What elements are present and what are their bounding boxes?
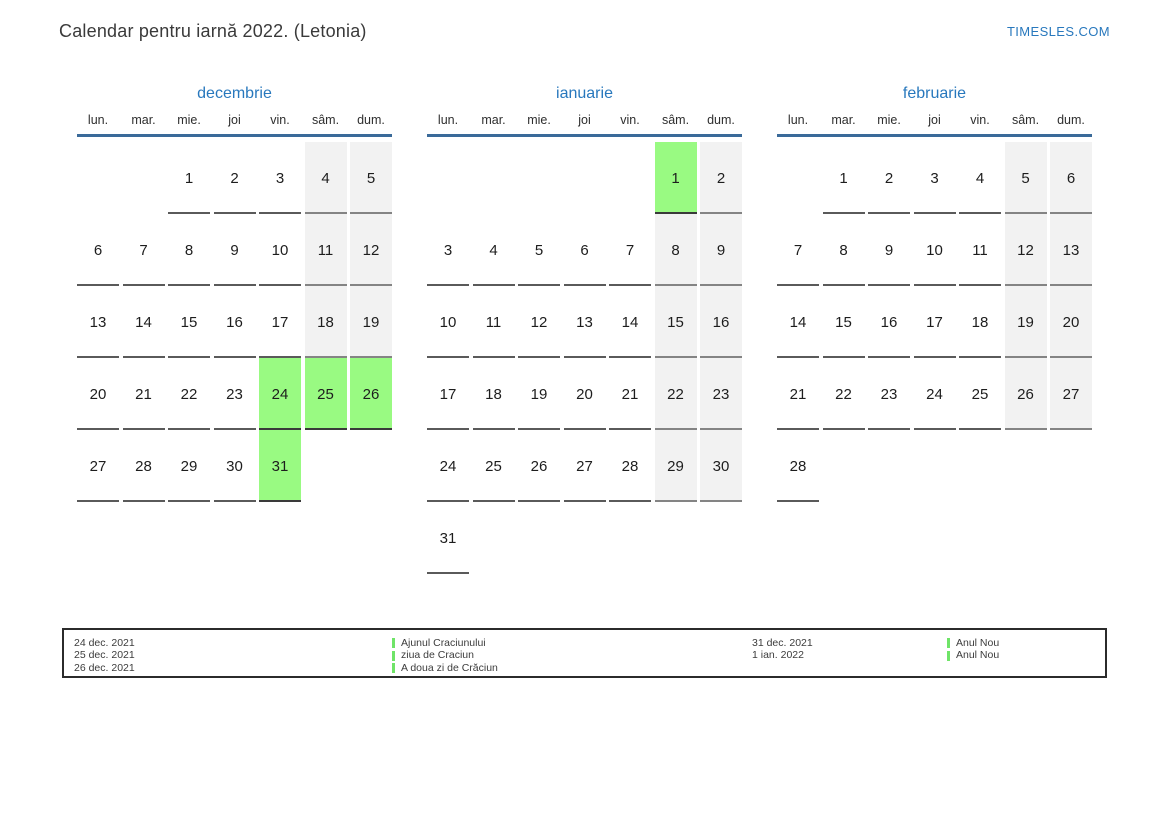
brand-link[interactable]: TIMESLES.COM: [1006, 24, 1110, 39]
day-cell: 16: [700, 286, 742, 358]
weekday-label: dum.: [707, 113, 735, 127]
day-cell: 15: [168, 286, 210, 358]
day-cell: 6: [1050, 142, 1092, 214]
day-cell-empty: [123, 142, 165, 214]
day-cell: 3: [914, 142, 956, 214]
day-cell: 22: [168, 358, 210, 430]
weekday-label: vin.: [270, 113, 290, 127]
day-cell: 12: [350, 214, 392, 286]
weekday-label: mar.: [831, 113, 856, 127]
legend-entry: [947, 649, 999, 661]
weekday-label: vin.: [970, 113, 990, 127]
day-cell-empty: [1005, 430, 1047, 502]
weekday-label: mar.: [131, 113, 156, 127]
day-cell: 12: [518, 286, 560, 358]
day-cell: 4: [959, 142, 1001, 214]
day-cell: 5: [1005, 142, 1047, 214]
month-title: ianuarie: [556, 85, 613, 102]
day-cell: 10: [914, 214, 956, 286]
day-cell-empty: [868, 430, 910, 502]
legend-date: 24 dec. 2021: [74, 637, 135, 649]
day-cell: 24: [259, 358, 301, 430]
day-cell: 11: [959, 214, 1001, 286]
legend-entry-name: Anul Nou: [956, 649, 1000, 662]
day-cell: 11: [305, 214, 347, 286]
day-cell-empty: [473, 502, 515, 574]
day-cell: 25: [959, 358, 1001, 430]
day-cell: 13: [1050, 214, 1092, 286]
day-cell: 10: [259, 214, 301, 286]
day-cell: 6: [77, 214, 119, 286]
legend-entry: [392, 637, 498, 649]
legend-date: 1 ian. 2022: [752, 649, 804, 662]
day-cell: 26: [518, 430, 560, 502]
calendar-grid: [777, 142, 1092, 502]
day-cell: 28: [123, 430, 165, 502]
holiday-marker-icon: [947, 638, 950, 648]
weekday-label: mie.: [877, 113, 901, 127]
day-cell: 24: [427, 430, 469, 502]
day-cell-empty: [77, 142, 119, 214]
weekday-label: joi: [928, 113, 941, 127]
day-cell: 26: [1005, 358, 1047, 430]
legend-names-column: [947, 637, 999, 662]
holiday-marker-icon: [392, 663, 395, 673]
day-cell: 27: [77, 430, 119, 502]
day-cell-empty: [518, 142, 560, 214]
day-cell: 7: [777, 214, 819, 286]
weekday-label: mie.: [177, 113, 201, 127]
legend-dates-column: [74, 637, 135, 674]
day-cell: 30: [214, 430, 256, 502]
day-cell: 16: [868, 286, 910, 358]
legend-names-column: [392, 637, 498, 674]
weekday-label: vin.: [620, 113, 640, 127]
day-cell-empty: [473, 142, 515, 214]
day-cell-empty: [427, 142, 469, 214]
legend-entry-name: Anul Nou: [956, 637, 1000, 649]
legend-dates-column: [752, 637, 813, 662]
day-cell-empty: [777, 142, 819, 214]
day-cell-empty: [609, 502, 651, 574]
day-cell: 12: [1005, 214, 1047, 286]
day-cell: 17: [427, 358, 469, 430]
day-cell: 18: [959, 286, 1001, 358]
day-cell-empty: [564, 502, 606, 574]
day-cell: 23: [700, 358, 742, 430]
day-cell: 2: [700, 142, 742, 214]
weekday-header-row: [427, 113, 742, 137]
day-cell: 1: [655, 142, 697, 214]
holiday-marker-icon: [392, 638, 395, 648]
day-cell: 20: [1050, 286, 1092, 358]
calendars: [77, 82, 1092, 574]
day-cell: 17: [914, 286, 956, 358]
legend-date: 26 dec. 2021: [74, 661, 135, 674]
day-cell-empty: [518, 502, 560, 574]
day-cell: 13: [77, 286, 119, 358]
day-cell: 6: [564, 214, 606, 286]
day-cell: 9: [214, 214, 256, 286]
day-cell: 14: [777, 286, 819, 358]
calendar-decembrie: [77, 82, 392, 574]
weekday-label: mar.: [481, 113, 506, 127]
day-cell: 1: [823, 142, 865, 214]
calendar-grid: [77, 142, 392, 502]
day-cell: 9: [868, 214, 910, 286]
day-cell: 10: [427, 286, 469, 358]
day-cell: 8: [168, 214, 210, 286]
day-cell: 7: [609, 214, 651, 286]
day-cell: 30: [700, 430, 742, 502]
calendar-grid: [427, 142, 742, 574]
holiday-marker-icon: [947, 651, 950, 661]
day-cell: 29: [655, 430, 697, 502]
weekday-header-row: [777, 113, 1092, 137]
legend-box: [62, 628, 1107, 678]
legend-entry: [392, 649, 498, 661]
day-cell: 21: [609, 358, 651, 430]
legend-date: 25 dec. 2021: [74, 649, 135, 662]
day-cell-empty: [1050, 430, 1092, 502]
day-cell: 28: [609, 430, 651, 502]
day-cell: 14: [609, 286, 651, 358]
day-cell: 21: [123, 358, 165, 430]
month-title: decembrie: [197, 85, 272, 102]
day-cell: 31: [259, 430, 301, 502]
day-cell: 11: [473, 286, 515, 358]
day-cell-empty: [700, 502, 742, 574]
day-cell: 29: [168, 430, 210, 502]
weekday-label: lun.: [437, 113, 459, 127]
weekday-label: lun.: [87, 113, 109, 127]
day-cell: 7: [123, 214, 165, 286]
day-cell-empty: [655, 502, 697, 574]
day-cell: 18: [305, 286, 347, 358]
weekday-label: joi: [578, 113, 591, 127]
day-cell: 13: [564, 286, 606, 358]
day-cell: 19: [350, 286, 392, 358]
legend-entry: [392, 662, 498, 674]
weekday-label: sâm.: [1011, 113, 1040, 127]
day-cell: 19: [1005, 286, 1047, 358]
day-cell: 31: [427, 502, 469, 574]
calendar-februarie: [777, 82, 1092, 574]
day-cell: 1: [168, 142, 210, 214]
day-cell: 15: [823, 286, 865, 358]
legend-entry-name: Ajunul Craciunului: [401, 637, 486, 649]
page-title: Calendar pentru iarnă 2022. (Letonia): [59, 21, 367, 41]
weekday-label: joi: [228, 113, 241, 127]
weekday-label: sâm.: [311, 113, 340, 127]
weekday-label: lun.: [787, 113, 809, 127]
day-cell: 22: [823, 358, 865, 430]
day-cell: 24: [914, 358, 956, 430]
month-title: februarie: [902, 85, 967, 102]
day-cell: 27: [564, 430, 606, 502]
day-cell: 14: [123, 286, 165, 358]
day-cell: 28: [777, 430, 819, 502]
weekday-label: sâm.: [661, 113, 690, 127]
day-cell-empty: [609, 142, 651, 214]
day-cell: 19: [518, 358, 560, 430]
weekday-header-row: [77, 113, 392, 137]
weekday-label: dum.: [1057, 113, 1085, 127]
legend-entry-name: ziua de Craciun: [401, 649, 474, 662]
day-cell-empty: [959, 430, 1001, 502]
day-cell: 2: [868, 142, 910, 214]
holiday-marker-icon: [392, 651, 395, 661]
day-cell: 23: [214, 358, 256, 430]
day-cell: 25: [473, 430, 515, 502]
day-cell-empty: [305, 430, 347, 502]
day-cell: 20: [564, 358, 606, 430]
legend-entry: [947, 637, 999, 649]
day-cell: 9: [700, 214, 742, 286]
day-cell: 5: [518, 214, 560, 286]
legend-date: 31 dec. 2021: [752, 637, 813, 649]
day-cell-empty: [350, 430, 392, 502]
day-cell: 16: [214, 286, 256, 358]
weekday-label: dum.: [357, 113, 385, 127]
day-cell: 25: [305, 358, 347, 430]
day-cell: 2: [214, 142, 256, 214]
day-cell: 15: [655, 286, 697, 358]
day-cell: 23: [868, 358, 910, 430]
calendar-ianuarie: [427, 82, 742, 574]
day-cell-empty: [823, 430, 865, 502]
day-cell: 4: [305, 142, 347, 214]
legend-entry-name: A doua zi de Crăciun: [401, 661, 498, 674]
day-cell: 3: [427, 214, 469, 286]
weekday-label: mie.: [527, 113, 551, 127]
day-cell: 18: [473, 358, 515, 430]
day-cell: 5: [350, 142, 392, 214]
day-cell-empty: [914, 430, 956, 502]
day-cell: 20: [77, 358, 119, 430]
day-cell: 27: [1050, 358, 1092, 430]
day-cell: 3: [259, 142, 301, 214]
day-cell: 26: [350, 358, 392, 430]
day-cell: 8: [655, 214, 697, 286]
day-cell-empty: [564, 142, 606, 214]
day-cell: 8: [823, 214, 865, 286]
day-cell: 21: [777, 358, 819, 430]
day-cell: 4: [473, 214, 515, 286]
day-cell: 17: [259, 286, 301, 358]
day-cell: 22: [655, 358, 697, 430]
